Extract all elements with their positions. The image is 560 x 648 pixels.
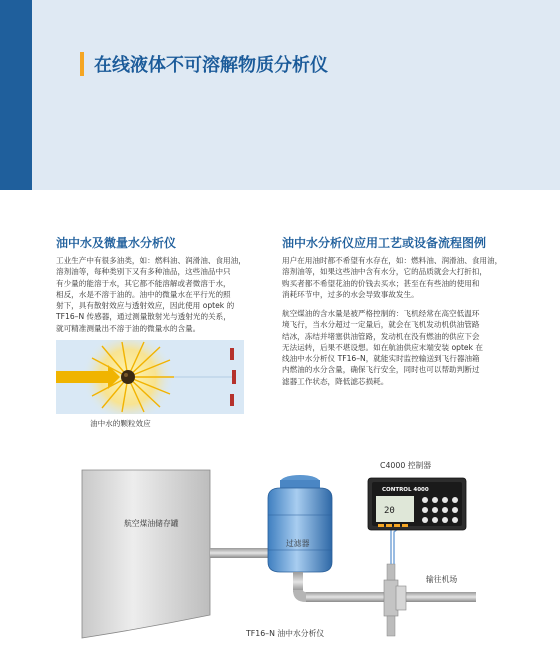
right-section-para1 [282, 255, 512, 300]
text-line: 用户在用油时都不希望有水存在，如：燃料油、润滑油、食用油， [282, 256, 503, 265]
text-line: 航空煤油的含水量是被严格控制的：飞机经常在高空低温环 [282, 309, 480, 318]
text-line: TF16–N 传感器，通过测量散射光与透射光的关系， [56, 312, 231, 322]
particle-effect-illustration [56, 340, 244, 414]
text-line: 就可精准测量出不溶于油的微量水的含量。 [56, 323, 201, 333]
text-line: 相反，水是不溶于油的。油中的微量水在平行光的照 [56, 289, 231, 299]
header-left-bar [0, 0, 32, 190]
controller-brand: CONTROL 4000 [382, 487, 429, 493]
title-accent-bar [80, 52, 84, 76]
scatter-detector-bottom [230, 394, 234, 406]
controller-reading: 20 [384, 506, 395, 516]
controller-display [376, 496, 414, 522]
right-section-heading: 油中水分析仪应用工艺或设备流程图例 [282, 236, 487, 250]
filter-body [268, 488, 332, 572]
text-line: 溶剂油等，如果这些油中含有水分，它的品质就会大打折扣， [282, 267, 488, 277]
controller-label: C4000 控制器 [380, 461, 432, 470]
text-line: 消耗环节中，过多的水会导致事故发生。 [282, 289, 419, 299]
scatter-detector-top [230, 348, 234, 360]
tank-label: 航空煤油储存罐 [124, 519, 179, 528]
filter-label: 过滤器 [286, 539, 310, 548]
left-section-body [56, 255, 256, 334]
process-diagram [80, 440, 500, 640]
page-title: 在线液体不可溶解物质分析仪 [94, 55, 328, 76]
text-line: 有少量的能溶于水，其它都不能溶解或者微溶于水， [56, 278, 231, 288]
outlet-label: 输往机场 [426, 575, 458, 584]
text-line: 结冰，冻结并堵塞供油管路，发动机在没有燃油的供应下会 [282, 331, 480, 341]
text-line: 内燃油的水分含量，确保飞行安全，同时也可以帮助判断过 [282, 365, 480, 375]
water-droplet [121, 370, 135, 384]
storage-tank [82, 470, 210, 638]
text-line: 线油中水分析仪 TF16–N，就能实时监控输送到飞行器油箱 [282, 354, 480, 364]
left-section-heading: 油中水及微量水分析仪 [56, 236, 177, 250]
figure-caption: 油中水的颗粒效应 [90, 419, 151, 428]
right-section-para2 [282, 308, 512, 387]
particle-effect-figure [56, 340, 244, 414]
text-line: 无法运转，后果不堪设想。如在航油供应末端安装 optek 在 [282, 342, 483, 352]
text-line: 购买者都不希望花油的价钱去买水；甚至在有些油的使用和 [282, 278, 480, 288]
sensor-label: TF16–N 油中水分析仪 [246, 629, 325, 638]
page-title-wrap [80, 50, 328, 78]
text-line: 射下，具有散射效应与透射效应，因此使用 optek 的 [56, 301, 235, 311]
text-line: 滤器工作状态，降低滤芯损耗。 [282, 376, 389, 386]
text-line: 溶剂油等，每种类别下又有多种油品，这些油品中只 [56, 267, 231, 277]
header-band [0, 0, 560, 190]
text-line: 境飞行，当水分超过一定量后，就会在飞机发动机供油管路 [282, 320, 480, 330]
transmitted-detector [232, 370, 236, 384]
text-line: 工业生产中有很多油类，如：燃料油、润滑油、食用油， [56, 256, 246, 265]
pipe-tank-filter [210, 548, 276, 558]
